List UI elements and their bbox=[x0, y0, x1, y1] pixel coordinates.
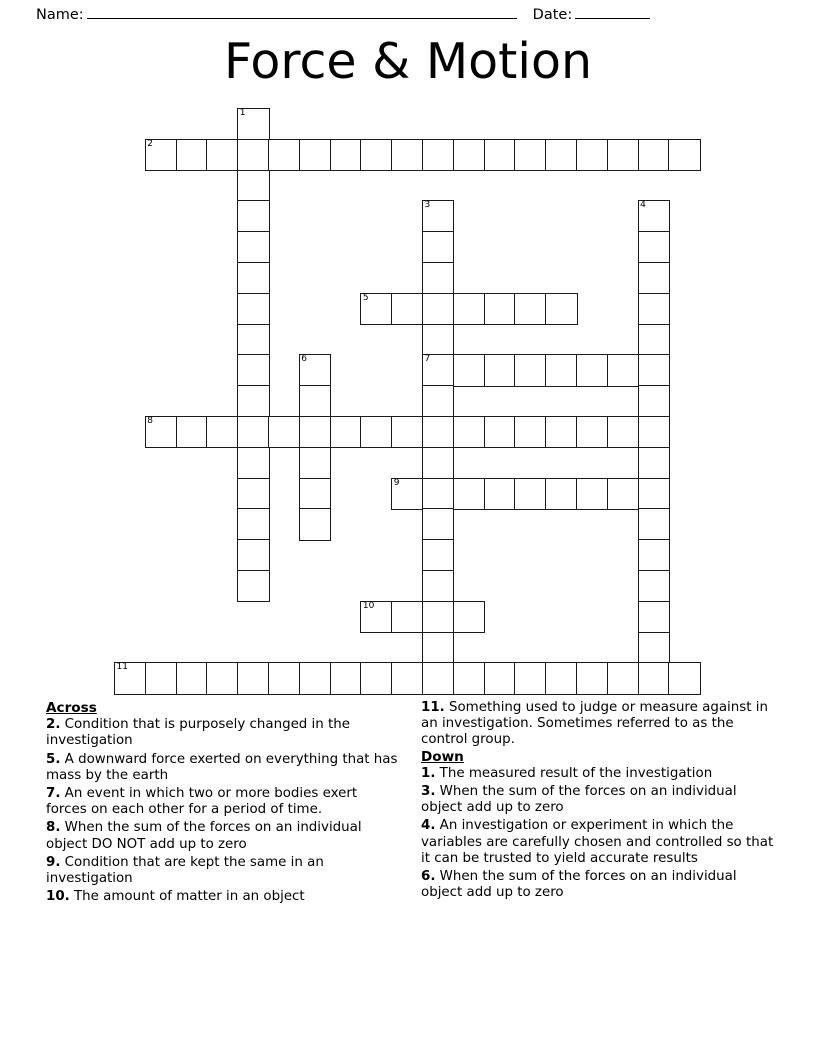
grid-cell[interactable] bbox=[360, 601, 392, 633]
grid-cell[interactable] bbox=[638, 354, 670, 386]
clue-text: Condition that is purposely changed in the investigation bbox=[46, 717, 350, 749]
grid-cell[interactable] bbox=[638, 662, 670, 694]
grid-cell[interactable] bbox=[330, 416, 362, 448]
grid-cell[interactable] bbox=[391, 601, 423, 633]
grid-cell[interactable] bbox=[576, 478, 608, 510]
grid-cell[interactable] bbox=[299, 416, 331, 448]
grid-cell[interactable] bbox=[422, 662, 454, 694]
grid-cell[interactable] bbox=[422, 293, 454, 325]
grid-cell[interactable] bbox=[299, 139, 331, 171]
grid-cell-number: 8 bbox=[147, 416, 154, 426]
grid-cell[interactable] bbox=[484, 293, 516, 325]
grid-cell-number: 2 bbox=[147, 138, 154, 149]
grid-cell[interactable] bbox=[330, 139, 362, 171]
grid-cell-number: 11 bbox=[116, 662, 128, 673]
grid-cell-number: 1 bbox=[239, 108, 246, 118]
grid-cell-number: 6 bbox=[301, 354, 308, 365]
grid-cell[interactable] bbox=[668, 662, 700, 694]
grid-cell[interactable] bbox=[237, 139, 269, 171]
grid-cell[interactable] bbox=[145, 662, 177, 694]
grid-cell[interactable] bbox=[360, 139, 392, 171]
clue-text: The amount of matter in an object bbox=[69, 889, 305, 905]
grid-cell[interactable] bbox=[422, 508, 454, 540]
clue-text: When the sum of the forces on an individual object add up to zero bbox=[421, 869, 737, 901]
grid-cell[interactable] bbox=[237, 293, 269, 325]
grid-cell[interactable] bbox=[453, 293, 485, 325]
grid-cell[interactable] bbox=[638, 601, 670, 633]
clue-number: 2. bbox=[46, 717, 61, 733]
grid-cell[interactable] bbox=[360, 416, 392, 448]
grid-cell[interactable] bbox=[576, 139, 608, 171]
grid-cell[interactable] bbox=[237, 508, 269, 540]
across-heading: Across bbox=[46, 700, 97, 716]
grid-cell[interactable] bbox=[206, 662, 238, 694]
clue-text: A downward force exerted on everything that has mass by the earth bbox=[46, 751, 398, 783]
name-label: Name: bbox=[36, 7, 84, 23]
clue-text: An event in which two or more bodies exert forces on each other for a period of time. bbox=[46, 786, 358, 818]
grid-cell[interactable] bbox=[176, 139, 208, 171]
grid-cell[interactable] bbox=[268, 662, 300, 694]
grid-cell[interactable] bbox=[360, 662, 392, 694]
grid-cell[interactable] bbox=[237, 478, 269, 510]
grid-cell[interactable] bbox=[237, 354, 269, 386]
grid-cell[interactable] bbox=[545, 662, 577, 694]
grid-cell[interactable] bbox=[576, 662, 608, 694]
grid-cell[interactable] bbox=[638, 139, 670, 171]
page-title: Force & Motion bbox=[223, 33, 593, 90]
grid-cell[interactable] bbox=[268, 416, 300, 448]
grid-cell[interactable] bbox=[299, 478, 331, 510]
grid-cell[interactable] bbox=[607, 416, 639, 448]
grid-cell[interactable] bbox=[176, 662, 208, 694]
grid-cell[interactable] bbox=[391, 662, 423, 694]
grid-cell-number: 3 bbox=[424, 200, 431, 211]
down-clue-1 bbox=[421, 766, 774, 782]
grid-cell[interactable] bbox=[484, 478, 516, 510]
grid-cell[interactable] bbox=[299, 662, 331, 694]
grid-cell[interactable] bbox=[453, 416, 485, 448]
down-clue-4 bbox=[421, 818, 774, 867]
grid-cell[interactable] bbox=[514, 416, 546, 448]
down-clue-6 bbox=[421, 869, 774, 901]
grid-cell[interactable] bbox=[638, 416, 670, 448]
grid-cell[interactable] bbox=[638, 632, 670, 664]
across-clue-10 bbox=[46, 889, 399, 905]
grid-cell[interactable] bbox=[391, 478, 423, 510]
clue-number: 5. bbox=[46, 751, 61, 767]
grid-cell[interactable] bbox=[237, 231, 269, 263]
grid-cell[interactable] bbox=[237, 200, 269, 232]
grid-cell[interactable] bbox=[268, 139, 300, 171]
grid-cell[interactable] bbox=[638, 231, 670, 263]
grid-cell[interactable] bbox=[422, 478, 454, 510]
grid-cell[interactable] bbox=[453, 139, 485, 171]
grid-cell[interactable] bbox=[638, 539, 670, 571]
grid-cell[interactable] bbox=[237, 262, 269, 294]
grid-cell[interactable] bbox=[576, 354, 608, 386]
grid-cell[interactable] bbox=[638, 293, 670, 325]
clue-text: Something used to judge or measure against in an investigation. Sometimes referred to as the control group. bbox=[421, 700, 768, 748]
grid-cell[interactable] bbox=[422, 385, 454, 417]
grid-cell[interactable] bbox=[237, 447, 269, 479]
grid-cell[interactable] bbox=[422, 447, 454, 479]
grid-cell[interactable] bbox=[638, 385, 670, 417]
clue-number: 6. bbox=[421, 869, 436, 885]
grid-cell[interactable] bbox=[484, 139, 516, 171]
grid-cell[interactable] bbox=[668, 139, 700, 171]
clue-number: 7. bbox=[46, 786, 61, 802]
grid-cell[interactable] bbox=[638, 508, 670, 540]
grid-cell[interactable] bbox=[422, 231, 454, 263]
grid-cell[interactable] bbox=[545, 416, 577, 448]
grid-cell[interactable] bbox=[299, 508, 331, 540]
grid-cell[interactable] bbox=[360, 293, 392, 325]
grid-cell[interactable] bbox=[145, 139, 177, 171]
grid-cell[interactable] bbox=[145, 416, 177, 448]
grid-cell[interactable] bbox=[299, 385, 331, 417]
grid-cell[interactable] bbox=[453, 354, 485, 386]
across-clue-8 bbox=[46, 820, 399, 852]
date-label: Date: bbox=[532, 7, 573, 23]
grid-cell-number: 5 bbox=[362, 292, 369, 303]
grid-cell[interactable] bbox=[422, 632, 454, 664]
grid-cell[interactable] bbox=[422, 324, 454, 356]
grid-cell[interactable] bbox=[237, 570, 269, 602]
grid-cell[interactable] bbox=[422, 200, 454, 232]
grid-cell[interactable] bbox=[237, 539, 269, 571]
grid-cell[interactable] bbox=[607, 139, 639, 171]
grid-cell[interactable] bbox=[638, 262, 670, 294]
grid-cell[interactable] bbox=[545, 293, 577, 325]
across-clue-2 bbox=[46, 717, 399, 749]
grid-cell[interactable] bbox=[237, 662, 269, 694]
across-clue-11 bbox=[421, 700, 774, 749]
down-clue-3 bbox=[421, 784, 774, 816]
grid-cell[interactable] bbox=[330, 662, 362, 694]
grid-cell[interactable] bbox=[453, 662, 485, 694]
grid-cell[interactable] bbox=[237, 170, 269, 202]
clue-text: The measured result of the investigation bbox=[435, 765, 713, 781]
grid-cell[interactable] bbox=[114, 662, 146, 694]
grid-cell[interactable] bbox=[422, 570, 454, 602]
grid-cell[interactable] bbox=[453, 478, 485, 510]
clue-number: 1. bbox=[421, 765, 436, 781]
grid-cell[interactable] bbox=[576, 416, 608, 448]
grid-cell[interactable] bbox=[299, 354, 331, 386]
grid-cell[interactable] bbox=[484, 354, 516, 386]
grid-cell[interactable] bbox=[545, 478, 577, 510]
grid-cell[interactable] bbox=[514, 354, 546, 386]
grid-cell[interactable] bbox=[607, 662, 639, 694]
grid-cell[interactable] bbox=[422, 601, 454, 633]
grid-cell[interactable] bbox=[607, 354, 639, 386]
grid-cell[interactable] bbox=[391, 416, 423, 448]
grid-cell-number: 10 bbox=[362, 600, 375, 611]
grid-cell[interactable] bbox=[422, 539, 454, 571]
across-clue-5 bbox=[46, 752, 399, 784]
grid-cell[interactable] bbox=[422, 139, 454, 171]
grid-cell[interactable] bbox=[422, 262, 454, 294]
grid-cell[interactable] bbox=[638, 324, 670, 356]
grid-cell[interactable] bbox=[237, 416, 269, 448]
grid-cell-number: 7 bbox=[424, 354, 431, 365]
grid-cell[interactable] bbox=[176, 416, 208, 448]
across-clue-9 bbox=[46, 855, 399, 887]
grid-cell[interactable] bbox=[545, 354, 577, 386]
clue-text: Condition that are kept the same in an investigation bbox=[46, 854, 324, 887]
grid-cell[interactable] bbox=[638, 200, 670, 232]
grid-cell[interactable] bbox=[237, 108, 269, 140]
clue-text: When the sum of the forces on an individual object add up to zero bbox=[421, 784, 737, 816]
clue-number: 3. bbox=[421, 784, 436, 800]
grid-cell[interactable] bbox=[607, 478, 639, 510]
grid-cell[interactable] bbox=[514, 478, 546, 510]
clue-text: When the sum of the forces on an individual object DO NOT add up to zero bbox=[46, 820, 362, 852]
grid-cell[interactable] bbox=[638, 478, 670, 510]
clue-number: 8. bbox=[46, 820, 61, 836]
grid-cell[interactable] bbox=[422, 416, 454, 448]
grid-cell-number: 4 bbox=[640, 200, 646, 211]
grid-cell[interactable] bbox=[484, 662, 516, 694]
grid-cell[interactable] bbox=[237, 385, 269, 417]
clue-number: 11. bbox=[421, 700, 445, 715]
clue-list bbox=[46, 700, 774, 950]
grid-cell[interactable] bbox=[638, 570, 670, 602]
clue-number: 9. bbox=[46, 854, 61, 870]
across-clue-7 bbox=[46, 786, 399, 818]
grid-cell[interactable] bbox=[514, 139, 546, 171]
grid-cell[interactable] bbox=[391, 139, 423, 171]
grid-cell[interactable] bbox=[422, 354, 454, 386]
clue-text: An investigation or experiment in which the variables are carefully chosen and controlled so that it can be trusted to yield accurate results bbox=[421, 818, 774, 866]
grid-cell[interactable] bbox=[638, 447, 670, 479]
grid-cell[interactable] bbox=[391, 293, 423, 325]
grid-cell[interactable] bbox=[206, 416, 238, 448]
grid-cell[interactable] bbox=[484, 416, 516, 448]
grid-cell[interactable] bbox=[206, 139, 238, 171]
grid-cell[interactable] bbox=[237, 324, 269, 356]
grid-cell-number: 9 bbox=[393, 477, 400, 488]
grid-cell[interactable] bbox=[514, 662, 546, 694]
grid-cell[interactable] bbox=[514, 293, 546, 325]
clue-number: 4. bbox=[421, 818, 436, 834]
down-clue-group bbox=[421, 766, 774, 902]
clue-number: 10. bbox=[46, 889, 70, 905]
grid-cell[interactable] bbox=[299, 447, 331, 479]
grid-cell[interactable] bbox=[453, 601, 485, 633]
grid-cell[interactable] bbox=[545, 139, 577, 171]
down-heading: Down bbox=[421, 748, 464, 765]
